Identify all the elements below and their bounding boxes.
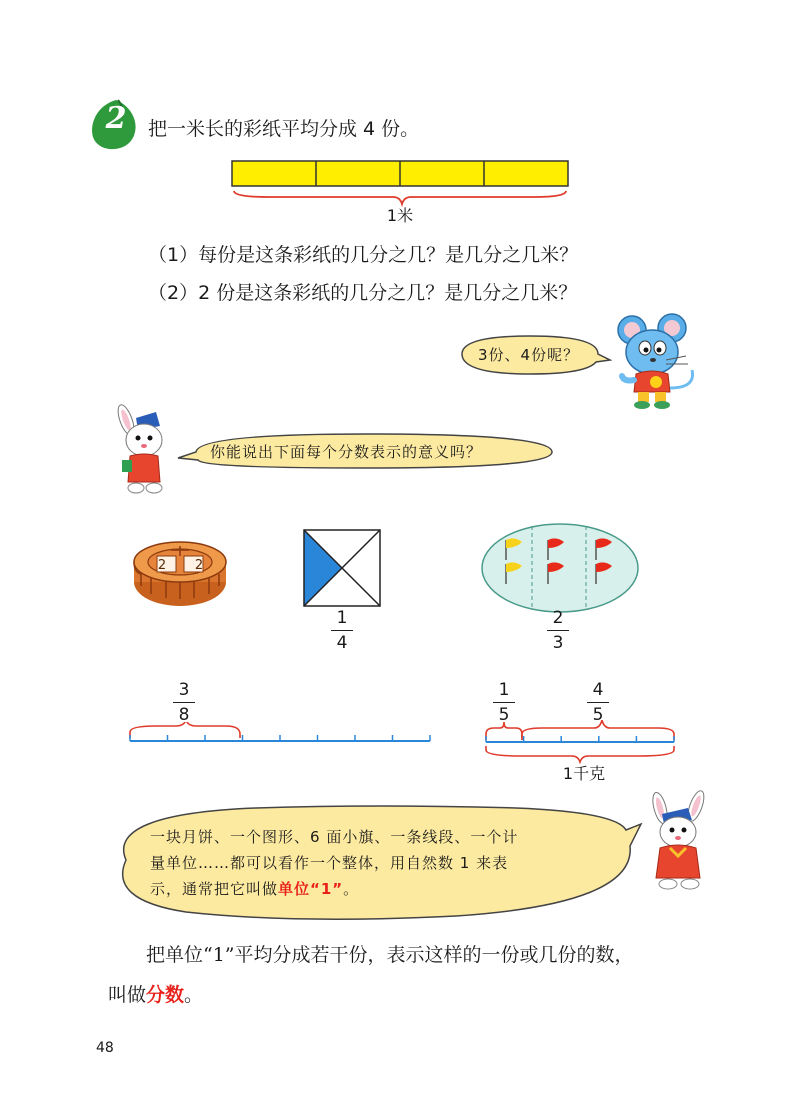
definition-line-2 [108,980,203,1007]
mooncake-icon [131,536,229,610]
summary-line-1: 一块月饼、一个图形、6 面小旗、一条线段、一个计 [150,828,519,846]
fraction-two-thirds [543,608,573,653]
mouse-bubble-text: 3份、4份呢？ [478,346,580,364]
question-1: （1）每份是这条彩纸的几分之几？是几分之几米？ [148,244,579,266]
question-2: （2）2 份是这条彩纸的几分之几？是几分之几米？ [148,282,578,304]
fraction-bar [331,630,353,631]
segment-number-line [126,722,436,748]
fraction-three-eighths [169,680,199,725]
weight-label: 1千克 [562,764,606,783]
fraction-denominator: 4 [336,633,348,653]
summary-line-3 [150,878,359,899]
rabbit-bubble-text: 你能说出下面每个分数表示的意义吗？ [210,443,483,461]
fraction-numerator: 3 [178,680,190,700]
summary-line-3-end: 。 [343,880,360,898]
summary-line-2: 量单位……都可以看作一个整体，用自然数 1 来表 [150,854,509,872]
fraction-denominator: 5 [592,705,604,725]
fraction-numerator: 2 [552,608,564,628]
fraction-four-fifths [583,680,613,725]
strip-label: 1米 [386,206,414,225]
fraction-bar [493,702,515,703]
unit-one-term: 单位“1” [278,880,344,898]
summary-line-3-text: 示，通常把它叫做 [150,880,279,898]
fraction-bar [547,630,569,631]
fraction-denominator: 5 [498,705,510,725]
definition-line-2-end: 。 [184,984,204,1006]
fraction-term: 分数 [146,984,185,1006]
definition-line-2-text: 叫做 [108,984,147,1006]
mouse-icon [610,310,705,410]
example-number: 2 [105,101,127,136]
fraction-numerator: 1 [498,680,510,700]
fraction-denominator: 3 [552,633,564,653]
fraction-one-fifth [489,680,519,725]
rabbit-icon [108,402,180,500]
page-number: 48 [96,1040,114,1056]
mooncake-label-left: 2 [157,558,167,573]
weight-number-line [482,720,682,764]
paper-strip [228,158,574,208]
square-figure [302,528,382,608]
rabbit-teacher-icon [640,790,720,890]
fraction-numerator: 4 [592,680,604,700]
mooncake-label-right: 2 [194,558,204,573]
fraction-one-quarter [327,608,357,653]
fraction-numerator: 1 [336,608,348,628]
fraction-bar [587,702,609,703]
definition-line-1: 把单位“1”平均分成若干份，表示这样的一份或几份的数， [146,944,634,966]
flags-figure [480,522,640,614]
example-title: 把一米长的彩纸平均分成 4 份。 [148,118,420,140]
fraction-bar [173,702,195,703]
fraction-denominator: 8 [178,705,190,725]
